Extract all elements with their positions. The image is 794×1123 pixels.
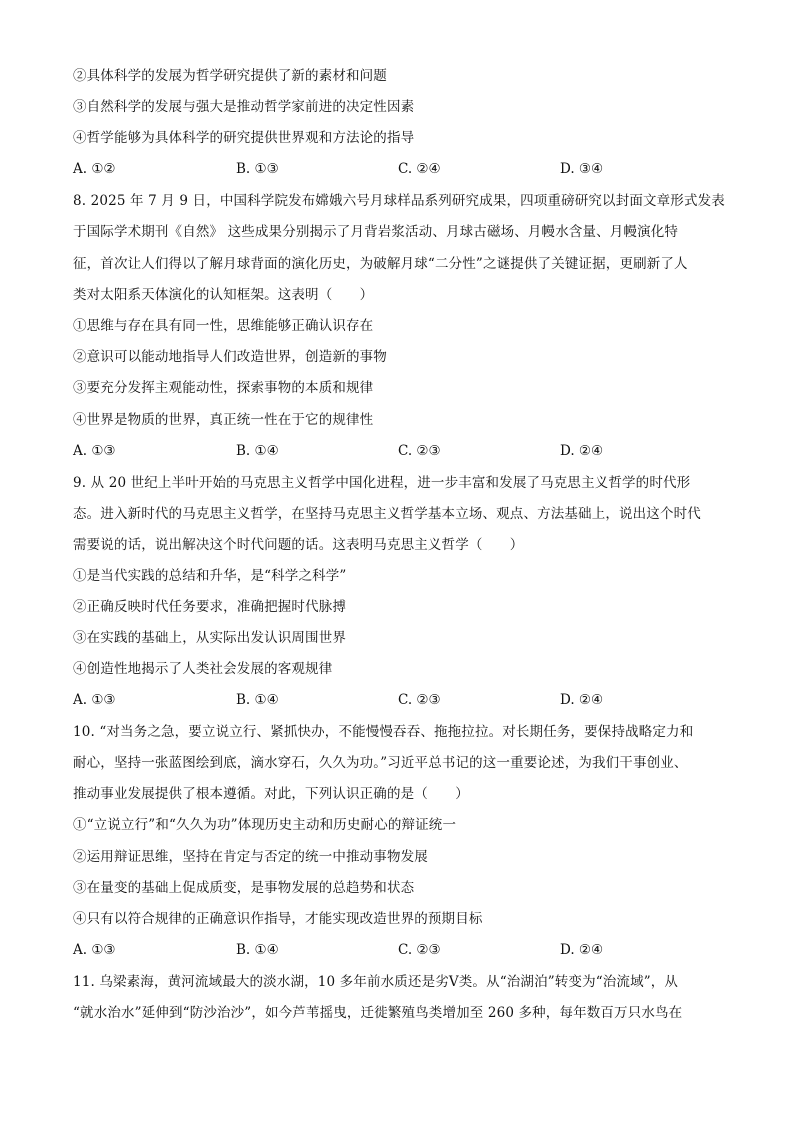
q7-option-c: C. ②④ <box>398 161 441 177</box>
q10-option-c: C. ②③ <box>398 942 441 958</box>
q10-item-1: ①“立说立行”和“久久为功”体现历史主动和历史耐心的辩证统一 <box>73 817 457 833</box>
q10-stem-line-3: 推动事业发展提供了根本遵循。对此，下列认识正确的是（ ） <box>73 786 469 802</box>
q9-item-2: ②正确反映时代任务要求，准确把握时代脉搏 <box>73 599 346 615</box>
q7-item-3: ③自然科学的发展与强大是推动哲学家前进的决定性因素 <box>73 99 415 115</box>
q7-option-a: A. ①② <box>73 161 116 177</box>
q8-option-c: C. ②③ <box>398 443 441 459</box>
q8-option-a: A. ①③ <box>73 443 116 459</box>
q10-stem-line-1: 10. “对当务之急，要立说立行、紧抓快办，不能慢慢吞吞、拖拖拉拉。对长期任务，要保持战略定力和 <box>73 724 694 740</box>
q7-item-4: ④哲学能够为具体科学的研究提供世界观和方法论的指导 <box>73 130 415 146</box>
q9-option-c: C. ②③ <box>398 692 441 708</box>
q9-stem-line-2: 态。进入新时代的马克思主义哲学，在坚持马克思主义哲学基本立场、观点、方法基础上，说出这个时代 <box>73 506 701 522</box>
q10-item-3: ③在量变的基础上促成质变，是事物发展的总趋势和状态 <box>73 880 415 896</box>
q9-stem-line-1: 9. 从 20 世纪上半叶开始的马克思主义哲学中国化进程，进一步丰富和发展了马克思主义哲学的时代形 <box>73 475 691 491</box>
q11-stem-line-1: 11. 乌梁素海，黄河流域最大的淡水湖，10 多年前水质还是劣Ⅴ类。从“治湖泊”转变为“治流域”，从 <box>73 974 679 990</box>
q9-item-1: ①是当代实践的总结和升华，是“科学之科学” <box>73 568 347 584</box>
q8-item-3: ③要充分发挥主观能动性，探索事物的本质和规律 <box>73 380 374 396</box>
q10-option-a: A. ①③ <box>73 942 116 958</box>
q9-option-d: D. ②④ <box>560 692 604 708</box>
q10-item-4: ④只有以符合规律的正确意识作指导，才能实现改造世界的预期目标 <box>73 911 483 927</box>
q8-item-1: ①思维与存在具有同一性，思维能够正确认识存在 <box>73 318 374 334</box>
q8-stem-line-2: 于国际学术期刊《自然》 这些成果分别揭示了月背岩浆活动、月球古磁场、月幔水含量、月幔演化特 <box>73 224 679 240</box>
q9-stem-line-3: 需要说的话，说出解决这个时代问题的话。这表明马克思主义哲学（ ） <box>73 537 524 553</box>
q10-option-b: B. ①④ <box>236 942 279 958</box>
q10-option-d: D. ②④ <box>560 942 604 958</box>
q7-option-b: B. ①③ <box>236 161 279 177</box>
q10-item-2: ②运用辩证思维，坚持在肯定与否定的统一中推动事物发展 <box>73 849 428 865</box>
q8-stem-line-4: 类对太阳系天体演化的认知框架。这表明（ ） <box>73 287 374 303</box>
q10-stem-line-2: 耐心，坚持一张蓝图绘到底，滴水穿石，久久为功。”习近平总书记的这一重要论述，为我们干事创业、 <box>73 755 688 771</box>
q11-stem-line-2: “就水治水”延伸到“防沙治沙”，如今芦苇摇曳，迁徙繁殖鸟类增加至 260 多种，每年数百万只水鸟在 <box>73 1005 683 1021</box>
q8-item-4: ④世界是物质的世界，真正统一性在于它的规律性 <box>73 412 374 428</box>
q7-item-2: ②具体科学的发展为哲学研究提供了新的素材和问题 <box>73 68 387 84</box>
q8-option-b: B. ①④ <box>236 443 279 459</box>
q9-item-4: ④创造性地揭示了人类社会发展的客观规律 <box>73 661 333 677</box>
q8-stem-line-1: 8. 2025 年 7 月 9 日，中国科学院发布嫦娥六号月球样品系列研究成果，四项重磅研究以封面文章形式发表 <box>73 193 725 209</box>
q9-item-3: ③在实践的基础上，从实际出发认识周围世界 <box>73 630 346 646</box>
q9-option-a: A. ①③ <box>73 692 116 708</box>
q7-option-d: D. ③④ <box>560 161 604 177</box>
q8-item-2: ②意识可以能动地指导人们改造世界，创造新的事物 <box>73 349 387 365</box>
q9-option-b: B. ①④ <box>236 692 279 708</box>
q8-option-d: D. ②④ <box>560 443 604 459</box>
q8-stem-line-3: 征，首次让人们得以了解月球背面的演化历史，为破解月球“二分性”之谜提供了关键证据，更刷新了人 <box>73 256 688 272</box>
